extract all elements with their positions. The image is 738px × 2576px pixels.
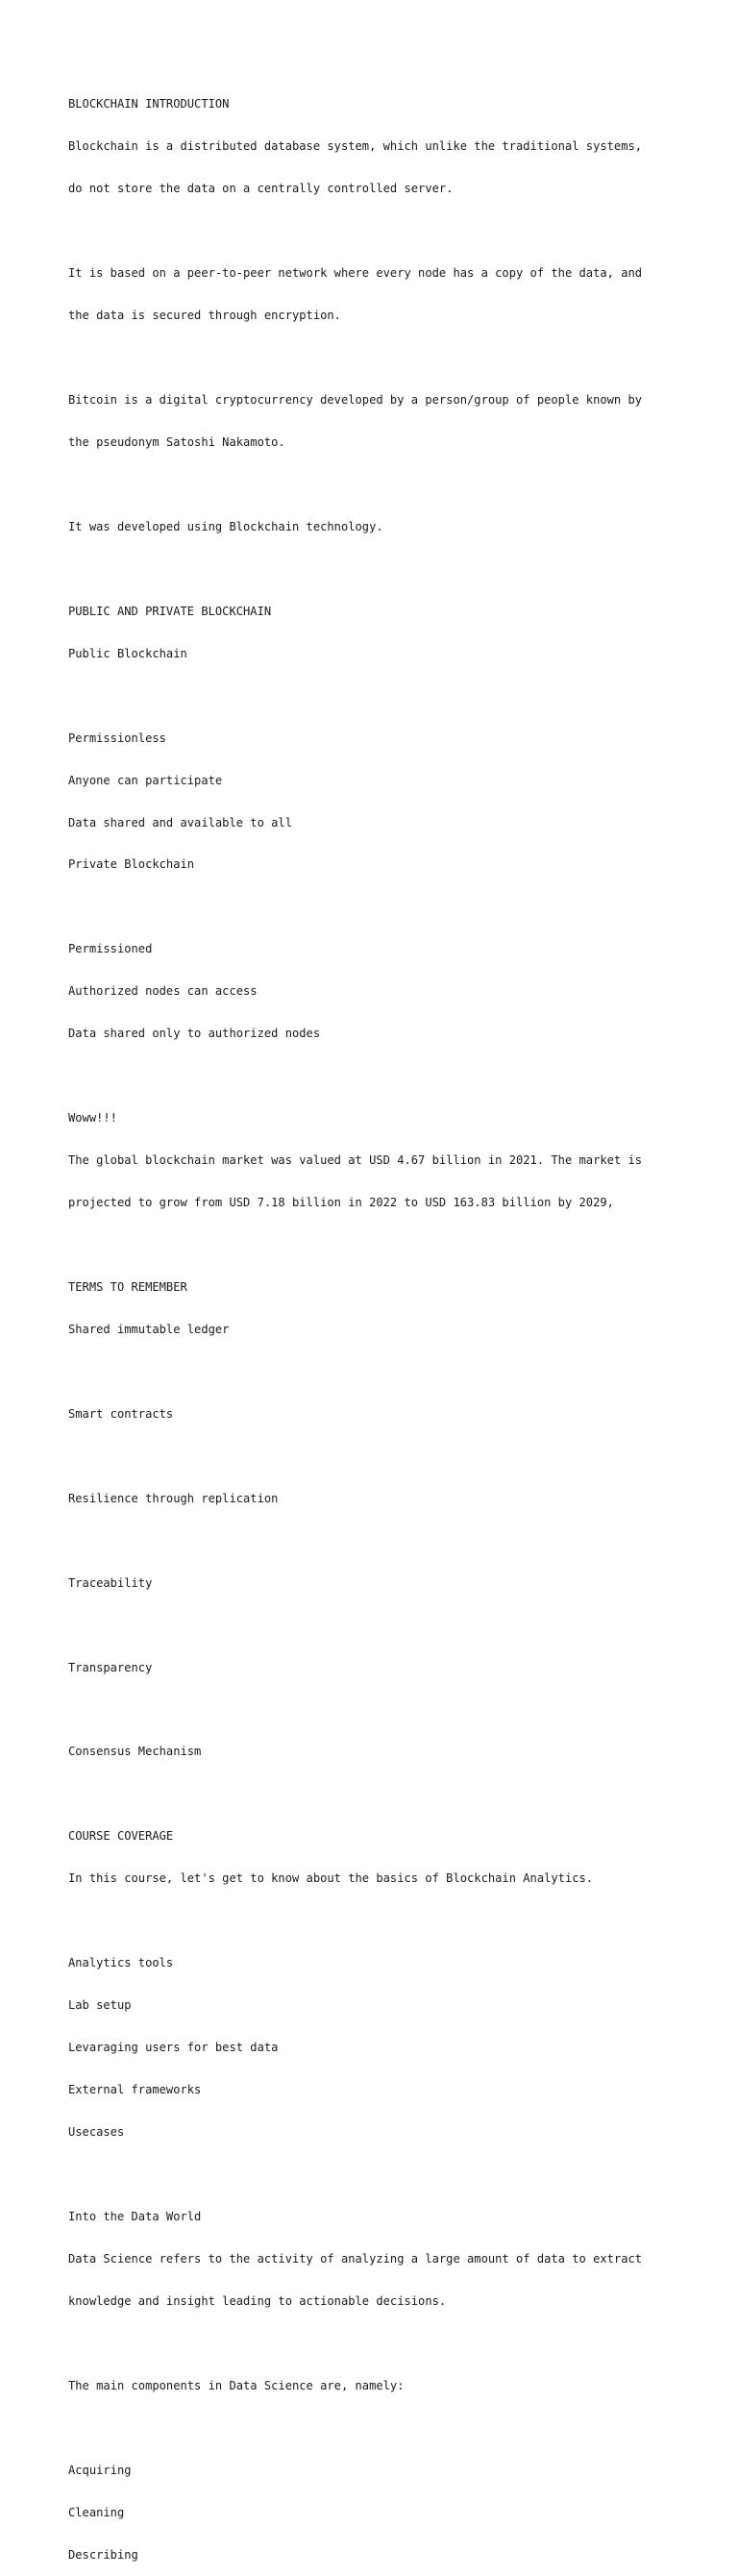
section-heading: TERMS TO REMEMBER bbox=[68, 1280, 187, 1294]
text-line: It was developed using Blockchain technology. bbox=[68, 519, 383, 533]
text-line: Permissionless bbox=[68, 731, 166, 745]
section-heading: COURSE COVERAGE bbox=[68, 1829, 174, 1844]
blank-line bbox=[68, 224, 702, 238]
text-line: knowledge and insight leading to actionable decisions. bbox=[68, 2293, 447, 2308]
blank-line bbox=[68, 2167, 702, 2182]
blank-line bbox=[68, 1534, 702, 1548]
text-line: Bitcoin is a digital cryptocurrency developed by a person/group of people known by bbox=[68, 392, 643, 407]
blank-line bbox=[68, 689, 702, 704]
blank-line bbox=[68, 2337, 702, 2351]
text-line: projected to grow from USD 7.18 billion in 2022 to USD 163.83 billion by 2029, bbox=[68, 1196, 614, 1210]
text-line: Usecases bbox=[68, 2125, 125, 2140]
document-body bbox=[68, 69, 702, 2576]
blank-line bbox=[68, 1787, 702, 1801]
blank-line bbox=[68, 562, 702, 577]
text-line: Analytics tools bbox=[68, 1956, 174, 1970]
text-line: Acquiring bbox=[68, 2463, 132, 2477]
section-heading: Into the Data World bbox=[68, 2209, 202, 2223]
text-line: Traceability bbox=[68, 1575, 153, 1590]
text-line: Data shared only to authorized nodes bbox=[68, 1027, 321, 1041]
text-line: Resilience through replication bbox=[68, 1491, 279, 1505]
text-line: Describing bbox=[68, 2547, 138, 2562]
text-line: Lab setup bbox=[68, 1998, 132, 2013]
text-line: Woww!!! bbox=[68, 1111, 117, 1126]
text-line: Data shared and available to all bbox=[68, 815, 292, 830]
text-line: Levaraging users for best data bbox=[68, 2041, 279, 2055]
text-line: Data Science refers to the activity of analyzing a large amount of data to extract bbox=[68, 2251, 643, 2266]
text-line: Permissioned bbox=[68, 942, 153, 956]
text-line: In this course, let's get to know about the basics of Blockchain Analytics. bbox=[68, 1871, 594, 1886]
text-line: Shared immutable ledger bbox=[68, 1322, 230, 1336]
text-line: the pseudonym Satoshi Nakamoto. bbox=[68, 434, 285, 449]
blank-line bbox=[68, 1069, 702, 1083]
blank-line bbox=[68, 1703, 702, 1718]
text-line: Smart contracts bbox=[68, 1406, 174, 1421]
text-line: Cleaning bbox=[68, 2505, 125, 2519]
blank-line bbox=[68, 1238, 702, 1252]
blank-line bbox=[68, 1619, 702, 1633]
text-line: External frameworks bbox=[68, 2083, 202, 2097]
blank-line bbox=[68, 1449, 702, 1464]
text-line: Anyone can participate bbox=[68, 773, 223, 787]
text-line: do not store the data on a centrally controlled server. bbox=[68, 182, 454, 196]
text-line: Consensus Mechanism bbox=[68, 1745, 202, 1759]
section-heading: PUBLIC AND PRIVATE BLOCKCHAIN bbox=[68, 604, 272, 618]
text-line: Public Blockchain bbox=[68, 646, 187, 660]
text-line: It is based on a peer-to-peer network where every node has a copy of the data, and bbox=[68, 266, 643, 281]
text-line: Transparency bbox=[68, 1660, 153, 1674]
blank-line bbox=[68, 478, 702, 492]
blank-line bbox=[68, 351, 702, 365]
blank-line bbox=[68, 2421, 702, 2436]
text-line: Authorized nodes can access bbox=[68, 984, 258, 999]
blank-line bbox=[68, 1365, 702, 1379]
text-line: the data is secured through encryption. bbox=[68, 309, 341, 323]
blank-line bbox=[68, 1914, 702, 1928]
text-line: The main components in Data Science are, namely: bbox=[68, 2378, 405, 2392]
text-line: Blockchain is a distributed database system, which unlike the traditional systems, bbox=[68, 139, 643, 154]
blank-line bbox=[68, 900, 702, 914]
text-line: The global blockchain market was valued at USD 4.67 billion in 2021. The market is bbox=[68, 1153, 643, 1168]
section-heading: BLOCKCHAIN INTRODUCTION bbox=[68, 97, 230, 111]
text-line: Private Blockchain bbox=[68, 857, 195, 872]
